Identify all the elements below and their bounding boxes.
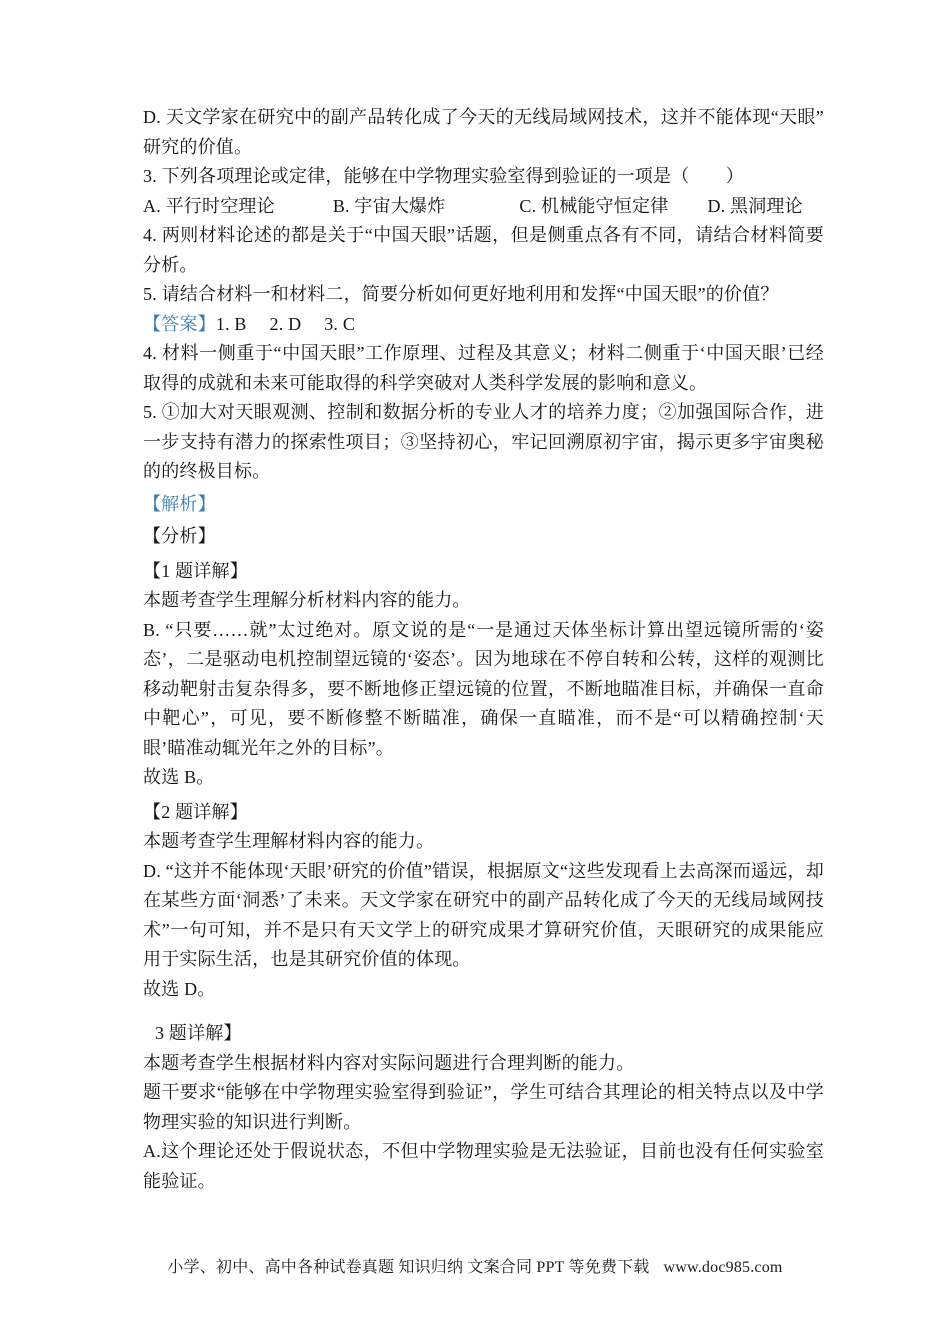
answer-4: 4. 材料一侧重于“中国天眼”工作原理、过程及其意义；材料二侧重于‘中国天眼’已经取得的成就和未来可能取得的科学突破对人类科学发展的影响和意义。 — [143, 343, 824, 393]
detail-header-2: 【2 题详解】 — [143, 801, 248, 822]
option-item: C. 机械能守恒定律 — [519, 195, 669, 216]
detail-2-body: D. “这并不能体现‘天眼’研究的价值”错误，根据原文“这些发现看上去高深而遥远，却在某些方面‘洞悉’了未来。天文学家在研究中的副产品转化成了今天的无线局域网技术”一句可知，并不是只有天文学上的研究成果才算研究价值，天眼研究的成果能应用于实际生活，也是其研究价值的体现。 — [143, 860, 824, 969]
analysis-marker: 【解析】 — [143, 493, 216, 514]
answer-line: 【答案】1. B 2. D 3. C — [143, 313, 356, 334]
option-d-stem: D. 天文学家在研究中的副产品转化成了今天的无线局域网技术，这并不能体现“天眼”研究的价值。 — [143, 107, 824, 157]
page-footer — [0, 1256, 950, 1280]
option-item: A. 平行时空理论 — [143, 195, 275, 216]
detail-header-3: 3 题详解】 — [155, 1023, 242, 1043]
answer-label: 【答案】 — [143, 313, 216, 334]
option-item: D. 黑洞理论 — [707, 195, 803, 216]
question-4: 4. 两则材料论述的都是关于“中国天眼”话题，但是侧重点各有不同，请结合材料简要分析。 — [143, 225, 824, 275]
footer-text: 小学、初中、高中各种试卷真题 知识归纳 文案合同 PPT 等免费下载 — [167, 1259, 650, 1276]
fenxi-marker: 【分析】 — [143, 526, 216, 546]
footer-url: www.doc985.com — [663, 1259, 783, 1276]
detail-3-intro: 本题考查学生根据材料内容对实际问题进行合理判断的能力。 — [143, 1052, 635, 1073]
detail-2-intro: 本题考查学生理解材料内容的能力。 — [143, 831, 435, 851]
question-3: 3. 下列各项理论或定律，能够在中学物理实验室得到验证的一项是（ ） — [143, 166, 744, 186]
detail-3-body: 题干要求“能够在中学物理实验室得到验证”，学生可结合其理论的相关特点以及中学物理实验的知识进行判断。 — [143, 1082, 824, 1132]
detail-header-1: 【1 题详解】 — [143, 560, 248, 581]
detail-2-conclusion: 故选 D。 — [143, 978, 216, 999]
detail-1-body: B. “只要……就”太过绝对。原文说的是“一是通过天体坐标计算出望远镜所需的‘姿态’，二是驱动电机控制望远镜的‘姿态’。因为地球在不停自转和公转，这样的观测比移动靶射击复杂得多，要不断地修正望远镜的位置，不断地瞄准目标，并确保一直命中靶心”，可见，要不断修整不断瞄准，确保一直瞄准，而不是“可以精确控制‘天眼’瞄准动辄光年之外的目标”。 — [143, 619, 824, 758]
option-item: B. 宇宙大爆炸 — [332, 195, 446, 216]
detail-1-intro: 本题考查学生理解分析材料内容的能力。 — [143, 590, 471, 610]
detail-1-conclusion: 故选 B。 — [143, 767, 215, 787]
answer-5: 5. ①加大对天眼观测、控制和数据分析的专业人才的培养力度；②加强国际合作，进一步支持有潜力的探索性项目；③坚持初心，牢记回溯原初宇宙，揭示更多宇宙奥秘的的终极目标。 — [143, 402, 824, 481]
detail-3-option-a: A.这个理论还处于假说状态，不但中学物理实验是无法验证，目前也没有任何实验室能验证。 — [143, 1141, 824, 1191]
document-body — [143, 103, 824, 1196]
question-5: 5. 请结合材料一和材料二，简要分析如何更好地利用和发挥“中国天眼”的价值？ — [143, 284, 779, 304]
question-3-options — [143, 192, 824, 222]
